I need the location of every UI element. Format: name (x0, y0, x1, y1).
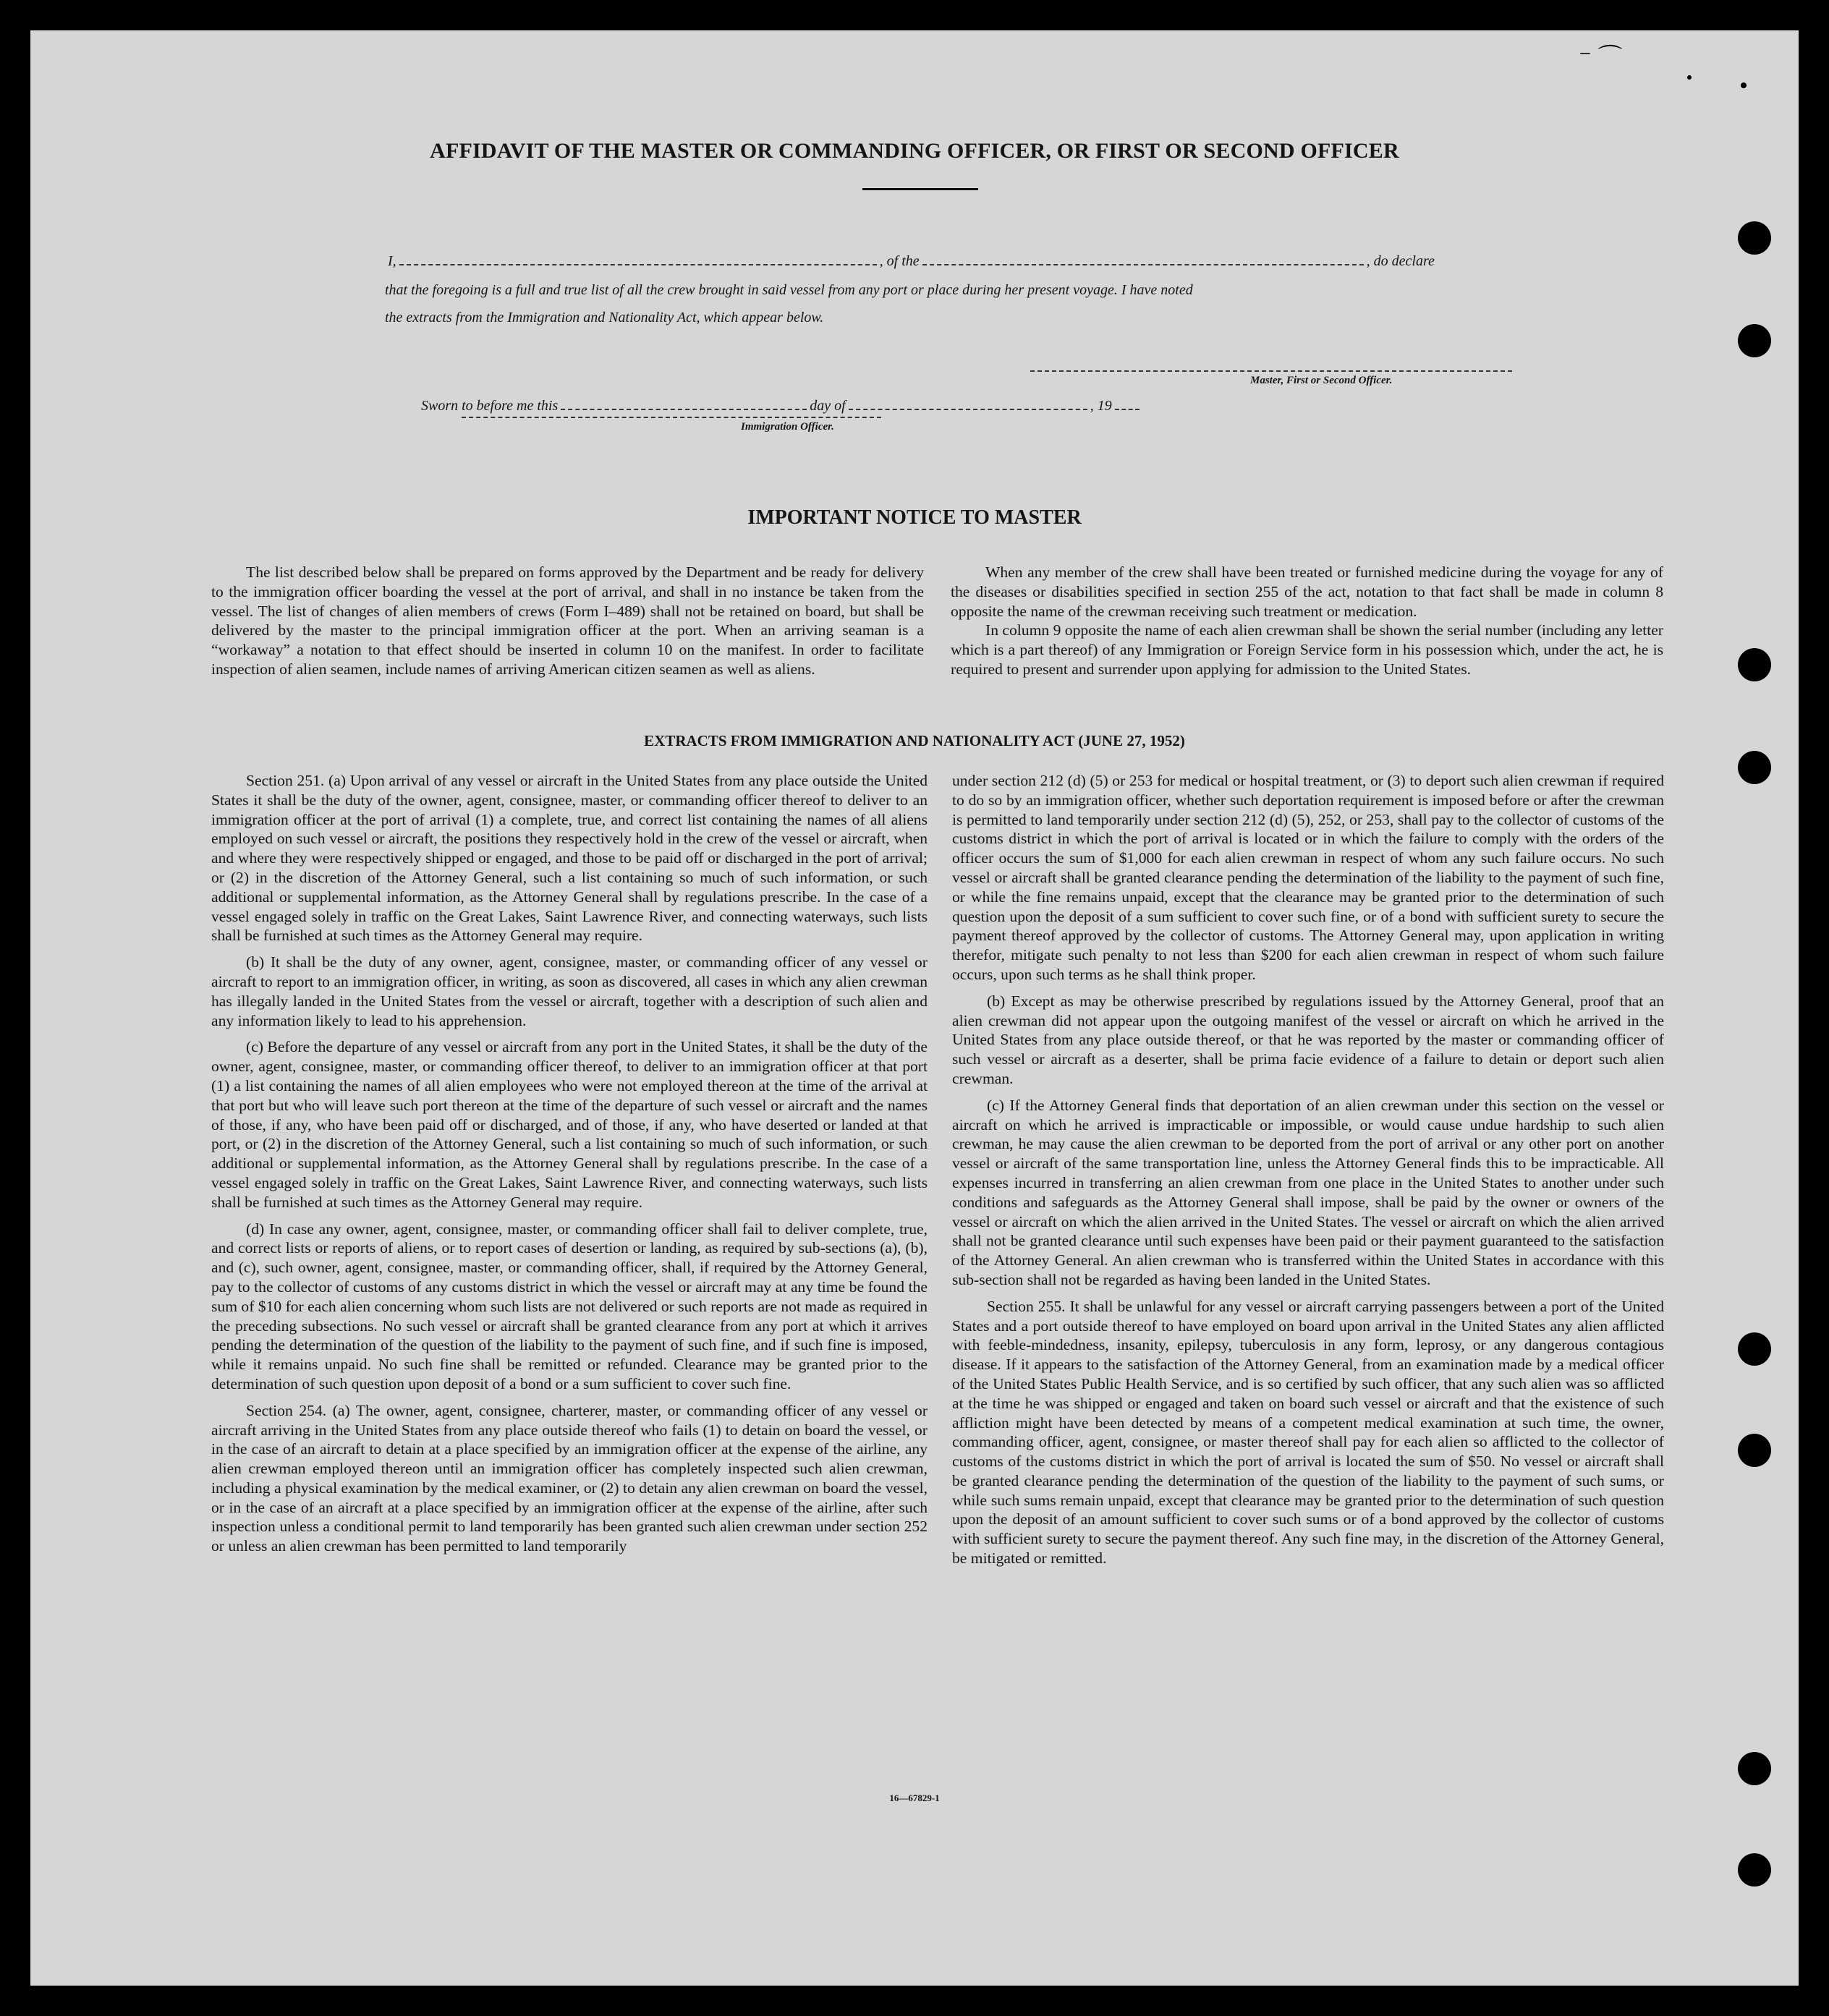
master-signature-line[interactable] (1030, 370, 1512, 372)
declaration-line-1 (388, 252, 1435, 271)
section-255: Section 255. It shall be unlawful for any vessel or aircraft carrying passengers between a port of the United States and a port outside thereof to have employed on board upon arrival in the United States any alien afflicted with feeble-mindedness, insanity, epilepsy, tuberculosis in any form, leprosy, or any dangerous contagious disease. If it appears to the satisfaction of the Attorney General, from an examination made by a medical officer of the United States Public Health Service, and is so certified by such officer, that any such alien was so afflicted at the time he was shipped or engaged and taken on board such vessel or aircraft and that the existence of such affliction might have been detected by means of a competent medical examination at such time, the owner, commanding officer, agent, consignee, or master thereof shall pay for each alien so afflicted to the collector of customs of the customs district in which the port of arrival is located the sum of $50. No vessel or aircraft shall be granted clearance pending the determination of the question of the liability to the payment of such sums, or while such sums remain unpaid, except that clearance may be granted prior to the determination of such question upon the deposit of an amount sufficient to cover such sums or of a bond approved by the collector of customs with sufficient surety to secure the payment thereof. Any such fine may, in the discretion of the Attorney General, be mitigated or remitted. (952, 1297, 1664, 1568)
notice-left-column (211, 563, 924, 686)
section-251c: (c) Before the departure of any vessel or aircraft from any port in the United States, it shall be the duty of the owner, agent, consignee, master, or commanding officer thereof, to deliver to an immigration officer at that port (1) a list containing the names of all alien employees who were not employed thereon at the time of the arrival at that port but who will leave such port thereon at the time of the departure of such vessel or aircraft and the names of those, if any, who have been paid off or discharged, and of those, if any, who have deserted or landed at that port, or (2) in the discretion of the Attorney General, such a list containing so much of such information, or such additional or supplemental information, as the Attorney General shall by regulations prescribe. In the case of a vessel engaged solely in traffic on the Great Lakes, Saint Lawrence River, and connecting waterways, such lists shall be furnished at such times as the Attorney General may require. (211, 1038, 928, 1211)
label-do-declare: , do declare (1366, 253, 1435, 269)
binder-hole (1738, 221, 1771, 255)
sworn-line (421, 396, 1142, 415)
affidavit-title: AFFIDAVIT OF THE MASTER OR COMMANDING OFFICER, OR FIRST OR SECOND OFFICER (430, 139, 1399, 163)
section-251a: Section 251. (a) Upon arrival of any vessel or aircraft in the United States from any place outside the United States it shall be the duty of the owner, agent, consignee, master, or commanding officer thereof to deliver to an immigration officer at the port of arrival (1) a complete, true, and correct list containing the names of all aliens employed on such vessel or aircraft, the positions they respectively hold in the crew of the vessel or aircraft, when and where they were respectively shipped or engaged, and those to be paid off or discharged in the port of arrival; or (2) in the discretion of the Attorney General, such a list containing so much of such information, or such additional or supplemental information, as the Attorney General shall by regulations prescribe. In the case of a vessel engaged solely in traffic on the Great Lakes, Saint Lawrence River, and connecting waterways, such lists shall be furnished at such times as the Attorney General may require. (211, 772, 928, 945)
label-sworn: Sworn to before me this (421, 398, 559, 414)
vessel-blank[interactable] (922, 254, 1364, 265)
declaration-line-2: that the foregoing is a full and true list of all the crew brought in said vessel from any port or place during her present voyage. I have noted (385, 282, 1193, 298)
extracts-left-column (211, 771, 928, 1563)
ink-speck (1741, 82, 1747, 88)
binder-hole (1738, 1434, 1771, 1467)
notice-left-paragraph: The list described below shall be prepared on forms approved by the Department and be ready for delivery to the immigration officer boarding the vessel at the port of arrival, and shall in no instance be taken from the vessel. The list of changes of alien members of crews (Form I–489) shall not be retained on board, but shall be delivered by the master to the principal immigration officer at the port. When an arriving seaman is a “workaway” a notation to that effect should be inserted in column 10 on the manifest. In order to facilitate inspection of alien seamen, include names of arriving American citizen seamen as well as aliens. (211, 563, 924, 678)
label-i: I, (388, 253, 396, 269)
year-blank[interactable] (1115, 399, 1140, 410)
ink-speck (1687, 75, 1692, 80)
notice-right-paragraph-2: In column 9 opposite the name of each alien crewman shall be shown the serial number (including any letter which is a part thereof) of any Immigration or Foreign Service form in his possession which, under the act, he is required to present and surrender upon applying for admission to the United States. (951, 621, 1663, 678)
label-day-of: day of (810, 398, 846, 414)
document-page (30, 30, 1799, 1986)
notice-title: IMPORTANT NOTICE TO MASTER (747, 506, 1082, 529)
section-254b: (b) Except as may be otherwise prescribed by regulations issued by the Attorney General, proof that an alien crewman did not appear upon the outgoing manifest of the vessel or aircraft on which he arrived in the United States from any place outside thereof, or that he was reported by the master or commanding officer of such vessel or aircraft as a deserter, shall be prima facie evidence of a failure to detain or deport such alien crewman. (952, 992, 1664, 1087)
section-251d: (d) In case any owner, agent, consignee, master, or commanding officer shall fail to deliver complete, true, and correct lists or reports of aliens, or to report cases of desertion or landing, as required by sub-sections (a), (b), and (c), such owner, agent, consignee, master, or commanding officer, shall, if required by the Attorney General, pay to the collector of customs of any customs district in which the vessel or aircraft may at any time be found the sum of $10 for each alien concerning whom such lists are not delivered or such reports are not made as required in the preceding subsections. No such vessel or aircraft shall be granted clearance from any port at which it arrives pending the determination of the question of the liability to the payment of such fine, and if such fine is imposed, while it remains unpaid. No such fine shall be remitted or refunded. Clearance may be granted prior to the determination of such question upon deposit of a bond or a sum sufficient to cover such fine. (211, 1220, 928, 1392)
section-251b: (b) It shall be the duty of any owner, agent, consignee, master, or commanding officer of any vessel or aircraft to report to an immigration officer, in writing, as soon as discovered, all cases in which any alien crewman has illegally landed in the United States from the vessel or aircraft, together with a description of such alien and any information likely to lead to his apprehension. (211, 953, 928, 1029)
binder-hole (1738, 1853, 1771, 1887)
section-254a: Section 254. (a) The owner, agent, consignee, charterer, master, or commanding officer of any vessel or aircraft arriving in the United States from any place outside thereof who fails (1) to detain on board the vessel, or in the case of an aircraft to detain at a place specified by an immigration officer at the expense of the airline, any alien crewman employed thereon until an immigration officer has completely inspected such alien crewman, including a physical examination by the medical examiner, or (2) to detain any alien crewman on board the vessel, or in the case of an aircraft at a place specified by an immigration officer at the expense of the airline, after such inspection unless a conditional permit to land temporarily has been granted such alien crewman under section 252 or unless an alien crewman has been permitted to land temporarily (211, 1401, 928, 1555)
name-blank[interactable] (399, 254, 877, 265)
label-year: , 19 (1090, 398, 1112, 414)
sworn-date-blank[interactable] (561, 399, 807, 410)
master-caption: Master, First or Second Officer. (1250, 375, 1393, 386)
binder-hole (1738, 1752, 1771, 1785)
officer-signature-line[interactable] (462, 417, 881, 418)
binder-hole (1738, 751, 1771, 784)
label-of-the: , of the (879, 253, 920, 269)
corner-scribble: ⁻ ⌒ (1579, 45, 1623, 72)
binder-hole (1738, 1332, 1771, 1366)
section-254c: (c) If the Attorney General finds that deportation of an alien crewman under this section on the vessel or aircraft on which he arrived is impracticable or impossible, or would cause undue hardship to such alien crewman, he may cause the alien crewman to be deported from the port of arrival or any other port on another vessel or aircraft of the same transportation line, unless the Attorney General finds this to be impracticable. All expenses incurred in transferring an alien crewman from one place in the United States to another under such conditions and safeguards as the Attorney General shall impose, shall be paid by the owner or owners of the vessel or aircraft on which the alien arrived in the United States. The vessel or aircraft on which the alien arrived shall not be granted clearance until such expenses have been paid or their payment guaranteed to the satisfaction of the Attorney General. An alien crewman who is transferred within the United States in accordance with this sub-section shall not be regarded as having been landed in the United States. (952, 1096, 1664, 1288)
binder-hole (1738, 648, 1771, 681)
extracts-title: EXTRACTS FROM IMMIGRATION AND NATIONALITY ACT (JUNE 27, 1952) (644, 732, 1185, 749)
month-blank[interactable] (849, 399, 1087, 410)
declaration-line-3: the extracts from the Immigration and Nationality Act, which appear below. (385, 310, 824, 326)
notice-right-paragraph-1: When any member of the crew shall have been treated or furnished medicine during the voyage for any of the diseases or disabilities specified in section 255 of the act, notation to that fact shall be made in column 8 opposite the name of the crewman receiving such treatment or medication. (951, 563, 1663, 620)
title-rule (862, 188, 978, 190)
binder-hole (1738, 324, 1771, 357)
form-code: 16—67829-1 (889, 1792, 940, 1803)
notice-right-column (951, 563, 1663, 686)
officer-caption: Immigration Officer. (741, 421, 834, 433)
section-254a-continued: under section 212 (d) (5) or 253 for medical or hospital treatment, or (3) to deport such alien crewman if required to do so by an immigration officer, whether such deportation requirement is imposed before or after the crewman is permitted to land temporarily under section 212 (d) (5), 252, or 253, shall pay to the collector of customs of the customs district in which the port of arrival is located or in which the failure to comply with the orders of the officer occurs the sum of $1,000 for each alien crewman in respect of whom any such failure occurs. No such vessel or aircraft shall be granted clearance pending the determination of the liability to the payment of such fine, or while the fine remains unpaid, except that the clearance may be granted prior to the determination of such question upon the deposit of a sum sufficient to cover such fine, or of a bond with sufficient surety to secure the payment thereof approved by the collector of customs. The Attorney General may, upon application in writing therefor, mitigate such penalty to not less than $200 for each alien crewman in respect of whom such failure occurs, upon such terms as he shall think proper. (952, 772, 1664, 983)
extracts-right-column (952, 771, 1664, 1575)
